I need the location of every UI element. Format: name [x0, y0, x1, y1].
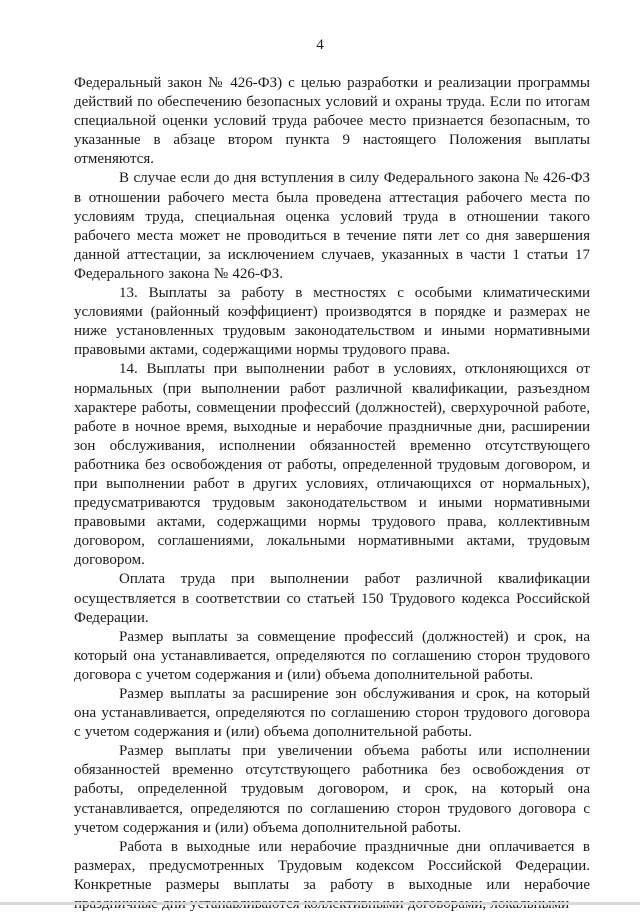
paragraph-service-zones: Размер выплаты за расширение зон обслуживания и срок, на который она устанавливается, определяются по соглашению сторон трудового договора с учетом содержания и (или) объема дополнительной работы.: [74, 686, 590, 741]
paragraph-item-14: 14. Выплаты при выполнении работ в условиях, отклоняющихся от нормальных (при выполнении работ различной квалификации, разъездном характере работы, совмещении профессий (должностей), сверхурочной работе, работе в ночное время, выходные и нерабочие праздничные дни, расширении зон обслуживания, исполнении обязанностей временно отсутствующего работника без освобождения от работы, определенной трудовым договором, и при выполнении работ в других условиях, отличающихся от нормальных), предусматриваются трудовым законодательством и иными нормативными правовыми актами, содержащими нормы трудового права, коллективным договором, соглашениями, локальными нормативными актами, трудовым договором.: [74, 361, 590, 569]
paragraph-item-13: 13. Выплаты за работу в местностях с особыми климатическими условиями (районный коэффициент) производятся в порядке и размерах не ниже установленных трудовым законодательством и иными нормативными правовыми актами, содержащими нормы трудового права.: [74, 285, 590, 359]
paragraph-attestation: В случае если до дня вступления в силу Федерального закона № 426-ФЗ в отношении рабочего места была проведена аттестация рабочего места по условиям труда, специальная оценка условий труда в отношении такого рабочего места может не проводиться в течение пяти лет со дня завершения данной аттестации, за исключением случаев, указанных в части 1 статьи 17 Федерального закона № 426-ФЗ.: [74, 170, 590, 282]
document-body: [74, 74, 590, 914]
page-number: 4: [316, 37, 324, 53]
paragraph-increased-workload: Размер выплаты при увеличении объема работы или исполнении обязанностей временно отсутствующего работника без освобождения от работы, определенной трудовым договором, и срок, на который она устанавливается, определяются по соглашению сторон трудового договора с учетом содержания и (или) объема дополнительной работы.: [74, 743, 590, 836]
paragraph-combining-professions: Размер выплаты за совмещение профессий (должностей) и срок, на который она устанавливается, определяются по соглашению сторон трудового договора с учетом содержания и (или) объема дополнительной работы.: [74, 628, 590, 683]
paragraph-weekend-work: Работа в выходные или нерабочие праздничные дни оплачивается в размерах, предусмотренных Трудовым кодексом Российской Федерации. Конкретные размеры выплаты за работу в выходные или нерабочие: [74, 838, 590, 893]
paragraph-qualification-pay: Оплата труда при выполнении работ различной квалификации осуществляется в соответствии со статьей 150 Трудового кодекса Российской Федерации.: [74, 571, 590, 626]
paragraph-law-426-continuation: Федеральный закон № 426-ФЗ) с целью разработки и реализации программы действий по обеспечению безопасных условий и охраны труда. Если по итогам специальной оценки условий труда рабочее место признается безопасным, то указанные в абзаце втором пункта 9 настоящего Положения выплаты отменяются.: [74, 75, 590, 168]
